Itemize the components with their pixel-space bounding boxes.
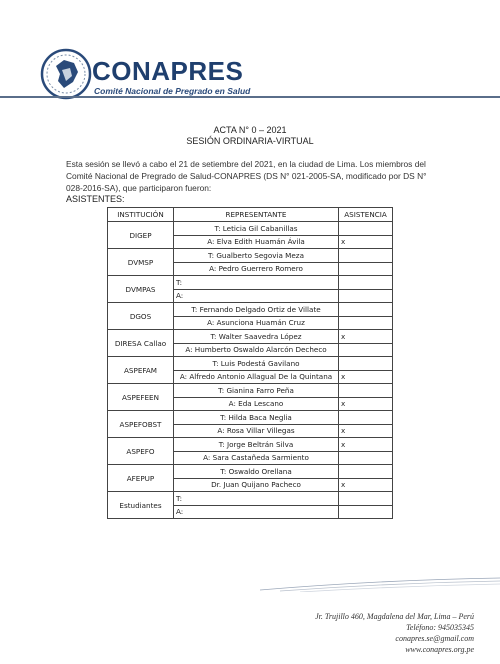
header-divider xyxy=(0,96,500,98)
representative-cell: A: Elva Edith Huamán Ávila xyxy=(174,235,339,249)
attendance-cell xyxy=(339,222,393,236)
table-header-row xyxy=(108,208,393,222)
header-institucion: INSTITUCIÓN xyxy=(108,208,174,222)
representative-cell: T: xyxy=(174,276,339,290)
representative-cell: A: Pedro Guerrero Romero xyxy=(174,262,339,276)
attendance-cell: x xyxy=(339,397,393,411)
conapres-logo-icon xyxy=(40,48,92,100)
table-row xyxy=(108,330,393,344)
attendance-cell xyxy=(339,451,393,465)
representative-cell: A: Asunciona Huamán Cruz xyxy=(174,316,339,330)
table-row xyxy=(108,249,393,263)
representative-cell: T: Hilda Baca Neglia xyxy=(174,411,339,425)
table-row xyxy=(108,465,393,479)
footer-decoration xyxy=(260,576,500,592)
attendance-cell xyxy=(339,465,393,479)
table-row xyxy=(108,303,393,317)
representative-cell: A: Humberto Oswaldo Alarcón Decheco xyxy=(174,343,339,357)
attendance-cell xyxy=(339,492,393,506)
table-row xyxy=(108,357,393,371)
attendance-cell: x xyxy=(339,370,393,384)
attendance-cell: x xyxy=(339,330,393,344)
institution-cell: AFEPUP xyxy=(108,465,174,492)
representative-cell: T: Gualberto Segovia Meza xyxy=(174,249,339,263)
representative-cell: T: Luis Podestá Gavilano xyxy=(174,357,339,371)
institution-cell: ASPEFAM xyxy=(108,357,174,384)
representative-cell: T: Oswaldo Orellana xyxy=(174,465,339,479)
representative-cell: T: Jorge Beltrán Silva xyxy=(174,438,339,452)
table-row xyxy=(108,384,393,398)
attendance-cell: x xyxy=(339,478,393,492)
asistentes-label: ASISTENTES: xyxy=(66,194,125,204)
institution-cell: ASPEFEEN xyxy=(108,384,174,411)
representative-cell: A: Rosa Villar Villegas xyxy=(174,424,339,438)
brand-name: CONAPRES xyxy=(92,56,244,86)
representative-cell: T: Leticia Gil Cabanillas xyxy=(174,222,339,236)
representative-cell: A: xyxy=(174,289,339,303)
table-row xyxy=(108,438,393,452)
table-row xyxy=(108,222,393,236)
representative-cell: A: Eda Lescano xyxy=(174,397,339,411)
attendance-cell: x xyxy=(339,438,393,452)
institution-cell: DVMSP xyxy=(108,249,174,276)
footer-phone: Teléfono: 945035345 xyxy=(406,623,474,632)
attendance-cell: x xyxy=(339,235,393,249)
attendance-cell xyxy=(339,505,393,519)
attendance-table xyxy=(107,207,393,519)
attendance-cell xyxy=(339,249,393,263)
brand-subtitle: Comité Nacional de Pregrado en Salud xyxy=(94,86,251,96)
footer-web: www.conapres.org.pe xyxy=(405,645,474,654)
institution-cell: DIGEP xyxy=(108,222,174,249)
attendance-cell xyxy=(339,316,393,330)
header-asistencia: ASISTENCIA xyxy=(339,208,393,222)
institution-cell: ASPEFOBST xyxy=(108,411,174,438)
institution-cell: Estudiantes xyxy=(108,492,174,519)
attendance-cell xyxy=(339,384,393,398)
representative-cell: T: Gianina Farro Peña xyxy=(174,384,339,398)
institution-cell: DGOS xyxy=(108,303,174,330)
table-row xyxy=(108,411,393,425)
attendance-cell xyxy=(339,262,393,276)
representative-cell: A: Sara Castañeda Sarmiento xyxy=(174,451,339,465)
session-title: SESIÓN ORDINARIA-VIRTUAL xyxy=(186,136,314,146)
attendance-cell xyxy=(339,289,393,303)
table-row xyxy=(108,492,393,506)
attendance-cell xyxy=(339,411,393,425)
intro-paragraph: Esta sesión se llevó a cabo el 21 de setiembre del 2021, en la ciudad de Lima. Los miembros del Comité Nacional de Pregrado de Salud-CONAPRES (DS N° 021-2005-SA, modificado por DS N° 028-2016-SA), que participaron fueron: xyxy=(66,159,427,193)
attendance-cell xyxy=(339,343,393,357)
institution-cell: DIRESA Callao xyxy=(108,330,174,357)
attendance-cell xyxy=(339,303,393,317)
attendance-cell xyxy=(339,357,393,371)
header-representante: REPRESENTANTE xyxy=(174,208,339,222)
representative-cell: Dr. Juan Quijano Pacheco xyxy=(174,478,339,492)
representative-cell: T: Walter Saavedra López xyxy=(174,330,339,344)
representative-cell: T: xyxy=(174,492,339,506)
acta-title: ACTA N° 0 – 2021 xyxy=(213,125,287,135)
institution-cell: ASPEFO xyxy=(108,438,174,465)
representative-cell: A: xyxy=(174,505,339,519)
institution-cell: DVMPAS xyxy=(108,276,174,303)
representative-cell: T: Fernando Delgado Ortiz de Villate xyxy=(174,303,339,317)
footer-email: conapres.se@gmail.com xyxy=(395,634,474,643)
attendance-cell: x xyxy=(339,424,393,438)
representative-cell: A: Alfredo Antonio Allagual De la Quintana xyxy=(174,370,339,384)
table-body xyxy=(108,222,393,519)
table-row xyxy=(108,276,393,290)
attendance-cell xyxy=(339,276,393,290)
footer-address: Jr. Trujillo 460, Magdalena del Mar, Lima – Perú xyxy=(315,612,474,621)
